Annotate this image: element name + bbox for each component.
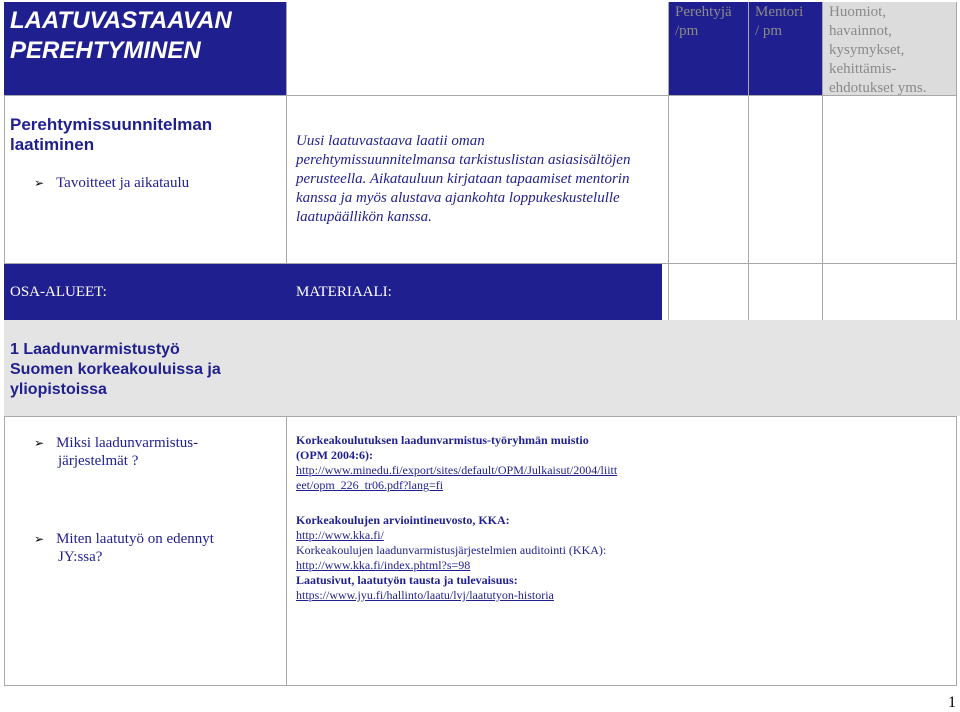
topic-title-line: Suomen korkeakouluissa ja (10, 361, 221, 378)
topic-bullet (34, 434, 274, 470)
column-header-text: Mentori (755, 4, 804, 20)
material-block (296, 513, 666, 603)
description-line: perusteella. Aikatauluun kirjataan tapaamiset mentorin (296, 171, 630, 187)
bullet-text: Miksi laadunvarmistus- (56, 435, 199, 451)
description-line: perehtymissuunnitelmansa tarkistuslistan asiasisältöjen (296, 152, 631, 168)
bullet-arrow-icon: ➢ (34, 436, 45, 450)
osa-alueet-label: OSA-ALUEET: (10, 284, 107, 300)
grid-line (4, 685, 957, 686)
column-header-text: havainnot, (829, 23, 892, 39)
material-link[interactable]: eet/opm_226_tr06.pdf?lang=fi (296, 478, 444, 492)
title-line: PEREHTYMINEN (10, 37, 201, 64)
material-title: (OPM 2004:6): (296, 448, 373, 462)
bullet-text: Miten laatutyö on edennyt (56, 531, 214, 547)
title-line: LAATUVASTAAVAN (10, 7, 232, 34)
column-header-text: kehittämis- (829, 61, 897, 77)
section-bullet (34, 174, 189, 192)
material-title: Korkeakoulutuksen laadunvarmistus-työryhmän muistio (296, 433, 589, 447)
topic-title-line: 1 Laadunvarmistustyö (10, 341, 180, 358)
column-header-text: Perehtyjä (675, 4, 732, 20)
material-block (296, 433, 666, 493)
bullet-arrow-icon: ➢ (34, 176, 45, 190)
description-line: laatupäällikön kanssa. (296, 209, 432, 225)
column-header-text: / pm (755, 23, 783, 39)
material-title: Laatusivut, laatutyön tausta ja tulevaisuus: (296, 573, 518, 587)
bullet-text: järjestelmät ? (58, 453, 139, 469)
column-header-text: kysymykset, (829, 42, 905, 58)
column-header-text: ehdotukset yms. (829, 80, 927, 96)
grid-line (4, 416, 957, 417)
material-link[interactable]: http://www.minedu.fi/export/sites/default/OPM/Julkaisut/2004/liitt (296, 463, 618, 477)
description-line: Uusi laatuvastaava laatii oman (296, 133, 485, 149)
topic-title-line: yliopistoissa (10, 381, 107, 398)
topic-title (10, 340, 280, 400)
section-title-line: laatiminen (10, 135, 95, 154)
material-text: Korkeakoulujen laadunvarmistusjärjestelmien auditointi (KKA): (296, 543, 607, 557)
column-header-perehtyja (669, 2, 748, 95)
material-link[interactable]: http://www.kka.fi/ (296, 528, 384, 542)
grid-line (4, 95, 957, 96)
bullet-text: Tavoitteet ja aikataulu (56, 175, 190, 191)
bullet-text: JY:ssa? (58, 549, 103, 565)
section-title-line: Perehtymissuunnitelman (10, 115, 213, 134)
document-title (4, 2, 286, 95)
topic-bullet (34, 530, 274, 566)
column-header-text: /pm (675, 23, 699, 39)
column-header-huomiot (823, 2, 956, 95)
section-description (296, 132, 676, 227)
labels-band (4, 264, 662, 320)
material-link[interactable]: http://www.kka.fi/index.phtml?s=98 (296, 558, 471, 572)
column-header-mentori (749, 2, 822, 95)
description-line: kanssa ja myös alustava ajankohta loppukeskustelulle (296, 190, 620, 206)
page-number: 1 (948, 694, 956, 711)
bullet-arrow-icon: ➢ (34, 532, 45, 546)
material-title: Korkeakoulujen arviointineuvosto, KKA: (296, 513, 510, 527)
section-title (10, 115, 280, 155)
column-header-text: Huomiot, (829, 4, 887, 20)
material-link[interactable]: https://www.jyu.fi/hallinto/laatu/lvj/laatutyon-historia (296, 588, 554, 602)
materiaali-label: MATERIAALI: (296, 284, 392, 300)
